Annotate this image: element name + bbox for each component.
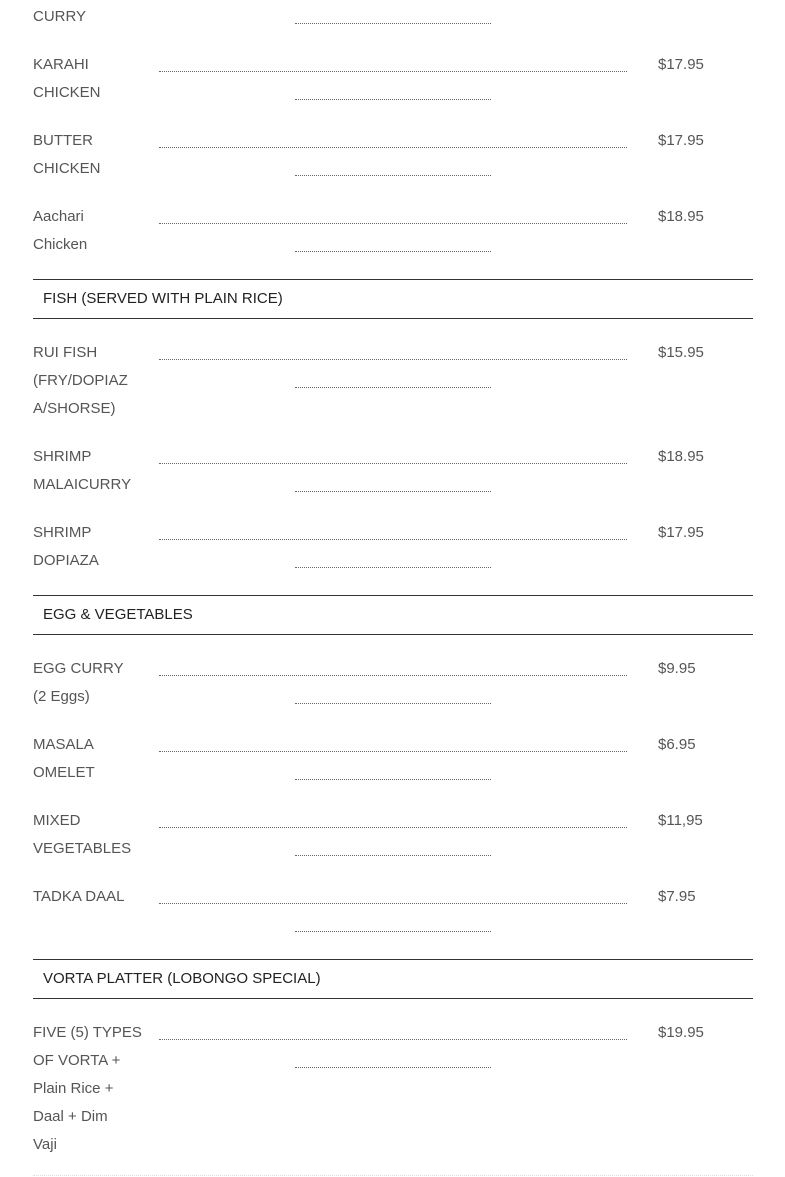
section-divider-top — [33, 595, 753, 596]
menu-item-price: $19.95 — [658, 1024, 704, 1041]
section-divider-bottom — [33, 318, 753, 319]
menu-item-name: Aachari Chicken — [33, 208, 88, 253]
dot-leader — [159, 1038, 627, 1040]
dot-leader — [159, 462, 627, 464]
menu-item-price: $6.95 — [658, 736, 696, 753]
section-title: FISH (SERVED WITH PLAIN RICE) — [43, 290, 283, 307]
menu-item-name: FIVE (5) TYPES OF VORTA + Plain Rice + Daal + Dim Vaji — [33, 1024, 142, 1153]
dot-leader — [295, 22, 491, 24]
menu-item-price: $18.95 — [658, 448, 704, 465]
menu-item-name: RUI FISH (FRY/DOPIAZ A/SHORSE) — [33, 344, 128, 417]
dot-leader — [159, 750, 627, 752]
section-divider-bottom — [33, 634, 753, 635]
menu-item-name: BUTTER CHICKEN — [33, 132, 101, 177]
dot-leader — [295, 702, 491, 704]
dot-leader — [295, 854, 491, 856]
dot-leader — [295, 98, 491, 100]
menu-item-name: MIXED VEGETABLES — [33, 812, 132, 857]
dot-leader — [159, 538, 627, 540]
dot-leader — [295, 566, 491, 568]
section-title: EGG & VEGETABLES — [43, 606, 193, 623]
dot-leader — [295, 250, 491, 252]
section-title: VORTA PLATTER (LOBONGO SPECIAL) — [43, 970, 321, 987]
menu-item-name: CURRY — [33, 8, 87, 25]
dot-leader — [295, 386, 491, 388]
menu-item-price: $17.95 — [658, 56, 704, 73]
menu-item-price: $9.95 — [658, 660, 696, 677]
dot-leader — [159, 674, 627, 676]
dot-leader — [159, 146, 627, 148]
dot-leader — [295, 930, 491, 932]
menu-item-name: TADKA DAAL — [33, 888, 125, 905]
dot-leader — [159, 826, 627, 828]
section-divider-bottom — [33, 998, 753, 999]
menu-item-name: MASALA OMELET — [33, 736, 95, 781]
menu-item-name: SHRIMP MALAICURRY — [33, 448, 132, 493]
menu-item-price: $7.95 — [658, 888, 696, 905]
menu-item-price: $18.95 — [658, 208, 704, 225]
menu-item-price: $15.95 — [658, 344, 704, 361]
dot-leader — [295, 1066, 491, 1068]
menu-item-price: $11,95 — [658, 812, 703, 829]
menu-item-name: EGG CURRY (2 Eggs) — [33, 660, 124, 705]
dot-leader — [159, 70, 627, 72]
dot-leader — [159, 358, 627, 360]
dot-leader — [159, 902, 627, 904]
section-divider-top — [33, 959, 753, 960]
dot-leader — [295, 778, 491, 780]
menu-item-name: SHRIMP DOPIAZA — [33, 524, 99, 569]
bottom-divider — [33, 1175, 753, 1176]
menu-item-price: $17.95 — [658, 524, 704, 541]
menu-item-price: $17.95 — [658, 132, 704, 149]
dot-leader — [295, 490, 491, 492]
dot-leader — [295, 174, 491, 176]
menu-item-name: KARAHI CHICKEN — [33, 56, 101, 101]
dot-leader — [159, 222, 627, 224]
section-divider-top — [33, 279, 753, 280]
